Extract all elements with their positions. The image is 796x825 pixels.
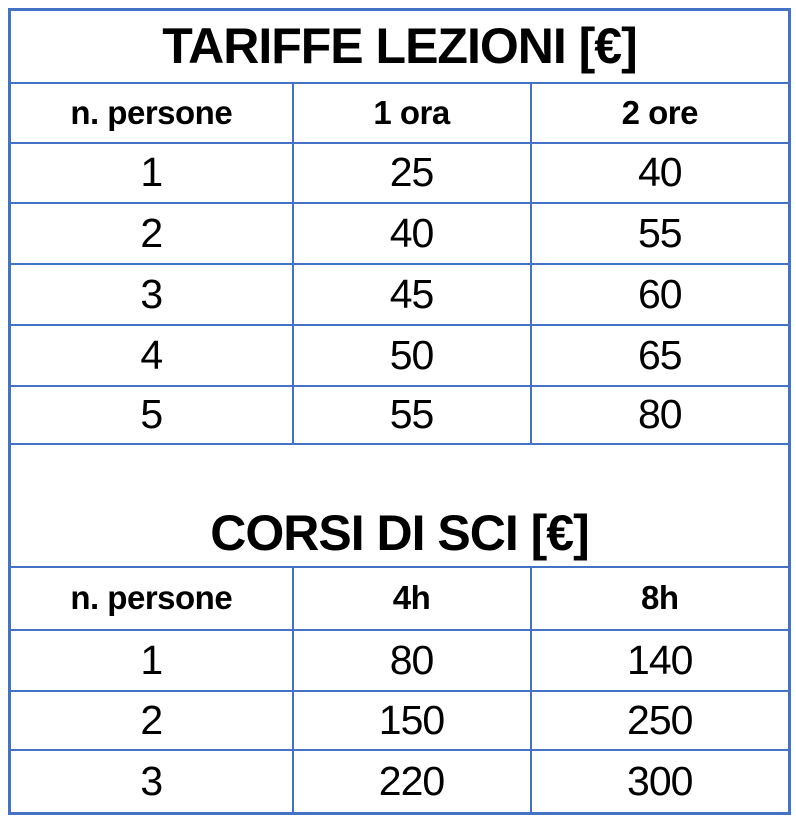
tariffe-2ore-cell: 60 xyxy=(531,264,790,325)
table-row xyxy=(10,143,790,203)
table-row xyxy=(10,386,790,444)
tariffe-header-2-ore: 2 ore xyxy=(531,83,790,143)
corsi-header-n-persone: n. persone xyxy=(10,567,293,630)
corsi-persone-cell: 3 xyxy=(10,750,293,814)
corsi-4h-cell: 80 xyxy=(293,630,531,691)
table-row xyxy=(10,203,790,264)
tariffe-1ora-cell: 50 xyxy=(293,325,531,386)
table-row xyxy=(10,750,790,814)
corsi-persone-cell: 2 xyxy=(10,691,293,750)
corsi-8h-cell: 300 xyxy=(531,750,790,814)
tariffe-persone-cell: 1 xyxy=(10,143,293,203)
tariffe-lezioni-title: TARIFFE LEZIONI [€] xyxy=(10,10,790,83)
corsi-8h-cell: 140 xyxy=(531,630,790,691)
tariffe-2ore-cell: 65 xyxy=(531,325,790,386)
corsi-header-8h: 8h xyxy=(531,567,790,630)
tariffe-2ore-cell: 40 xyxy=(531,143,790,203)
corsi-di-sci-title: CORSI DI SCI [€] xyxy=(10,444,790,567)
corsi-4h-cell: 220 xyxy=(293,750,531,814)
corsi-persone-cell: 1 xyxy=(10,630,293,691)
tariffe-2ore-cell: 80 xyxy=(531,386,790,444)
table-row xyxy=(10,264,790,325)
tariffe-1ora-cell: 55 xyxy=(293,386,531,444)
tariffe-header-n-persone: n. persone xyxy=(10,83,293,143)
corsi-header-4h: 4h xyxy=(293,567,531,630)
tariffe-2ore-cell: 55 xyxy=(531,203,790,264)
tariffe-1ora-cell: 25 xyxy=(293,143,531,203)
tariffe-persone-cell: 4 xyxy=(10,325,293,386)
price-table xyxy=(8,8,791,815)
tariffe-persone-cell: 2 xyxy=(10,203,293,264)
table-row xyxy=(10,325,790,386)
corsi-4h-cell: 150 xyxy=(293,691,531,750)
tariffe-1ora-cell: 45 xyxy=(293,264,531,325)
tariffe-1ora-cell: 40 xyxy=(293,203,531,264)
tariffe-persone-cell: 5 xyxy=(10,386,293,444)
table-row xyxy=(10,630,790,691)
tariffe-header-1-ora: 1 ora xyxy=(293,83,531,143)
tariffe-persone-cell: 3 xyxy=(10,264,293,325)
corsi-8h-cell: 250 xyxy=(531,691,790,750)
table-row xyxy=(10,691,790,750)
